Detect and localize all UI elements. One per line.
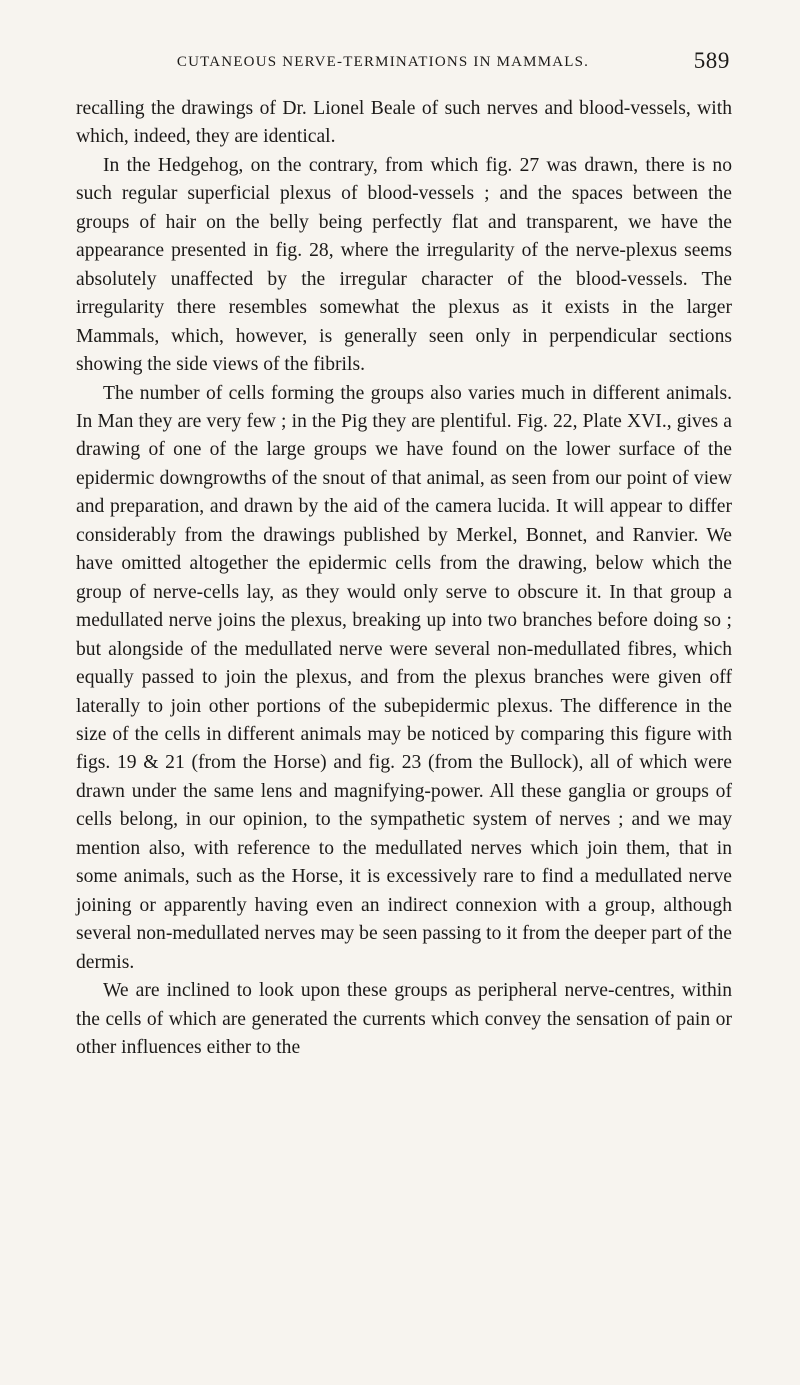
page-number: 589 <box>693 48 730 73</box>
running-head <box>118 48 730 84</box>
running-title: CUTANEOUS NERVE-TERMINATIONS IN MAMMALS. <box>176 54 590 70</box>
paragraph-cell-groups: The number of cells forming the groups also varies much in different animals. In Man they are very few ; in the Pig they are plentiful. Fig. 22, Plate XVI., gives a drawing of one of the large groups we have found on the lower surface of the epidermic downgrowths of the snout of that animal, as seen from our point of view and preparation, and drawn by the aid of the camera lucida. It will appear to differ considerably from the drawings published by Merkel, Bonnet, and Ranvier. We have omitted altogether the epidermic cells from the drawing, below which the group of nerve-cells lay, as they would only serve to obscure it. In that group a medullated nerve joins the plexus, breaking up into two branches before doing so ; but alongside of the medullated nerve were several non-medullated fibres, which equally passed to join the plexus, and from the plexus branches were given off laterally to join other portions of the subepidermic plexus. The difference in the size of the cells in different animals may be noticed by comparing this figure with figs. 19 & 21 (from the Horse) and fig. 23 (from the Bullock), all of which were drawn under the same lens and magnifying-power. All these ganglia or groups of cells belong, in our opinion, to the sympathetic system of nerves ; and we may mention also, with reference to the medullated nerves which join them, that in some animals, such as the Horse, it is excessively rare to find a medullated nerve joining or apparently having even an indirect connexion with a group, although several non-medullated nerves may be seen passing to it from the deeper part of the dermis. <box>76 382 732 973</box>
paragraph-hedgehog: In the Hedgehog, on the contrary, from which fig. 27 was drawn, there is no such regular superficial plexus of blood-vessels ; and the spaces between the groups of hair on the belly being perfectly flat and transparent, we have the appearance presented in fig. 28, where the irregularity of the nerve-plexus seems absolutely unaffected by the irregular character of the blood-vessels. The irregularity there resembles somewhat the plexus as it exists in the larger Mammals, which, however, is generally seen only in perpendicular sections showing the side views of the fibrils. <box>76 154 732 376</box>
paragraph-continuation: recalling the drawings of Dr. Lionel Beale of such nerves and blood-vessels, with which, indeed, they are identical. <box>76 98 732 148</box>
paragraph-nerve-centres: We are inclined to look upon these groups as peripheral nerve-centres, within the cells of which are generated the currents which convey the sensation of pain or other influences either to the <box>76 980 732 1058</box>
body-text <box>76 95 732 1062</box>
